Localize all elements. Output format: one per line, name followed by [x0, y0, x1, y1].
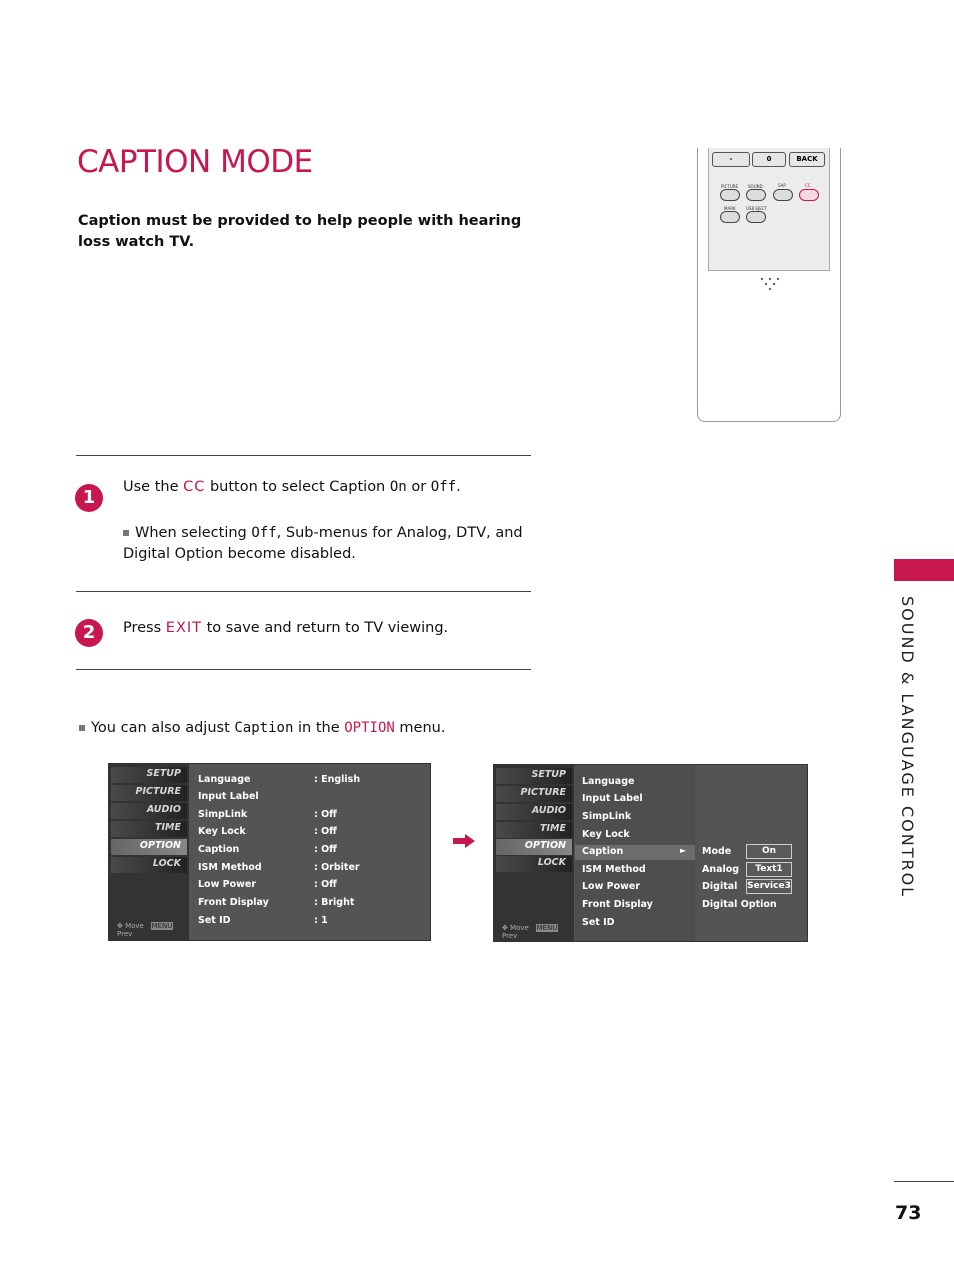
- remote-cc-label: CC: [805, 183, 811, 188]
- step-1-pre: Use the: [123, 479, 184, 495]
- osd-category: PICTURE: [111, 785, 187, 801]
- osd-category-selected: OPTION: [111, 839, 187, 855]
- osd-row-label: Caption: [198, 844, 240, 855]
- osd-category: TIME: [111, 821, 187, 837]
- osd-category: PICTURE: [496, 786, 572, 802]
- osd-category: LOCK: [111, 857, 187, 873]
- step-2-post: to save and return to TV viewing.: [202, 620, 449, 636]
- step-1-note: [123, 523, 523, 565]
- osd-row-value: : Off: [314, 809, 337, 820]
- osd-row-label: Language: [198, 774, 251, 785]
- exit-key-label: EXIT: [165, 620, 203, 636]
- osd-row-value: : Off: [314, 879, 337, 890]
- step-1-end: .: [456, 479, 461, 495]
- remote-cc-button: [799, 189, 819, 201]
- osd-sub-value: Text1: [746, 862, 792, 877]
- osd-row-label: Key Lock: [582, 829, 630, 840]
- page-number-rule: [894, 1181, 954, 1182]
- section-tab: [894, 559, 954, 581]
- osd-row-label: Set ID: [198, 915, 231, 926]
- osd-sub-label: Analog: [702, 864, 740, 875]
- osd-category-column: [494, 765, 574, 941]
- tip-mid: in the: [293, 720, 345, 736]
- osd-row-value: : Off: [314, 826, 337, 837]
- option-menu-screen-1: [108, 763, 431, 941]
- remote-sound-label: SOUND: [748, 184, 763, 189]
- cc-key-label: CC: [183, 479, 206, 495]
- osd-row-label: ISM Method: [198, 862, 262, 873]
- osd-row-value: : Off: [314, 844, 337, 855]
- off-option: Off: [430, 479, 457, 495]
- option-menu-screen-2: [493, 764, 808, 942]
- osd-row-value: : Orbiter: [314, 862, 360, 873]
- osd-sub-label: Mode: [702, 846, 732, 857]
- on-option: On: [389, 479, 407, 495]
- osd-row-label: ISM Method: [582, 864, 646, 875]
- step-2-pre: Press: [123, 620, 166, 636]
- section-label: SOUND & LANGUAGE CONTROL: [898, 596, 917, 899]
- page-title: CAPTION MODE: [77, 144, 313, 180]
- remote-usb-eject-label: USB EJECT: [746, 206, 767, 211]
- step-1-or: or: [406, 479, 431, 495]
- step-1-note-key: Off: [251, 525, 277, 541]
- osd-row-label: Input Label: [198, 791, 259, 802]
- osd-row-label: Caption: [582, 846, 624, 857]
- arrow-right-icon: [453, 834, 475, 848]
- osd-category: SETUP: [496, 768, 572, 784]
- step-1-text: [123, 477, 523, 498]
- tip-pre: You can also adjust: [91, 720, 235, 736]
- submenu-arrow-icon: ►: [680, 846, 687, 855]
- osd-row-value: : 1: [314, 915, 328, 926]
- bullet-icon: [123, 530, 129, 536]
- tip-text: [79, 718, 539, 739]
- osd-category-selected: OPTION: [496, 839, 572, 855]
- remote-sound-button: [746, 189, 766, 201]
- remote-button-panel: [708, 148, 830, 271]
- step-1-note-post: , Sub-menus for Analog, DTV, and Digital Option become disabled.: [123, 525, 523, 562]
- osd-row-label: Front Display: [198, 897, 269, 908]
- osd-category: SETUP: [111, 767, 187, 783]
- divider: [76, 455, 531, 456]
- remote-sap-button: [773, 189, 793, 201]
- osd-sub-label: Digital Option: [702, 899, 777, 910]
- tip-post: menu.: [394, 720, 446, 736]
- bullet-icon: [79, 725, 85, 731]
- remote-picture-label: PICTURE: [721, 184, 739, 189]
- remote-back-button: BACK: [789, 152, 825, 167]
- osd-category: LOCK: [496, 856, 572, 872]
- osd-sub-value: On: [746, 844, 792, 859]
- remote-usb-eject-button: [746, 211, 766, 223]
- osd-row-value: : English: [314, 774, 361, 785]
- osd-row-label: Set ID: [582, 917, 615, 928]
- osd-row-label: Low Power: [198, 879, 257, 890]
- osd-sub-label: Digital: [702, 881, 738, 892]
- osd-row-label: Key Lock: [198, 826, 246, 837]
- osd-footer: ✥ Move MENU Prev: [117, 922, 173, 938]
- remote-zero-button: 0: [752, 152, 786, 167]
- osd-row-label: Front Display: [582, 899, 653, 910]
- step-2-text: [123, 618, 523, 639]
- osd-row-label: Low Power: [582, 881, 641, 892]
- page-number: 73: [895, 1202, 922, 1224]
- tip-menu: OPTION: [344, 720, 395, 736]
- osd-category: TIME: [496, 822, 572, 838]
- osd-row-label: Language: [582, 776, 635, 787]
- divider: [76, 591, 531, 592]
- osd-category-column: [109, 764, 189, 940]
- osd-row-label: Input Label: [582, 793, 643, 804]
- step-1-mid: button to select Caption: [205, 479, 390, 495]
- osd-row-value: : Bright: [314, 897, 355, 908]
- osd-row-label: SimpLink: [198, 809, 248, 820]
- step-1-number: 1: [75, 484, 103, 512]
- remote-sap-label: SAP: [778, 183, 786, 188]
- remote-dash-button: -: [712, 152, 750, 167]
- divider: [76, 669, 531, 670]
- step-2-number: 2: [75, 619, 103, 647]
- remote-mark-button: [720, 211, 740, 223]
- osd-row-label: SimpLink: [582, 811, 632, 822]
- osd-category: AUDIO: [111, 803, 187, 819]
- remote-picture-button: [720, 189, 740, 201]
- tip-item: Caption: [234, 720, 294, 736]
- intro-text: Caption must be provided to help people with hearing loss watch TV.: [78, 213, 522, 250]
- remote-sensor-icon: [758, 276, 782, 292]
- osd-category: AUDIO: [496, 804, 572, 820]
- remote-mark-label: MARK: [724, 206, 736, 211]
- osd-footer: ✥ Move MENU Prev: [502, 924, 558, 940]
- osd-sub-value: Service3: [746, 879, 792, 894]
- step-1-note-pre: When selecting: [135, 525, 252, 541]
